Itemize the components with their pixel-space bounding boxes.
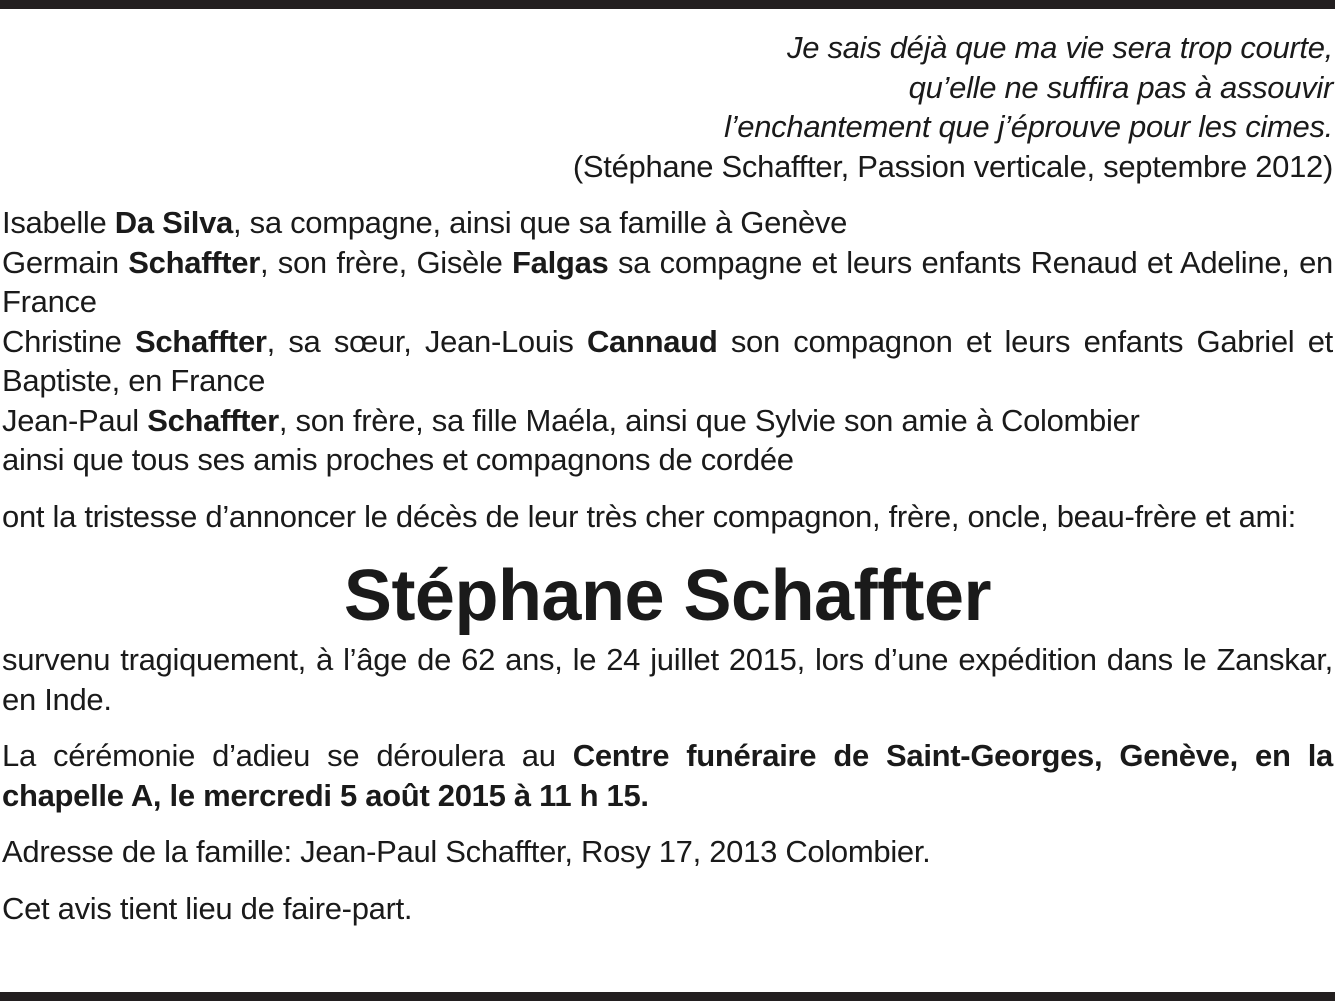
- family-entry-text: Isabelle: [2, 205, 115, 240]
- family-entry: [2, 440, 1333, 480]
- quote-line: l’enchantement que j’éprouve pour les cimes.: [724, 109, 1333, 144]
- family-entry: [2, 401, 1333, 441]
- ceremony-intro: La cérémonie d’adieu se déroulera au: [2, 738, 573, 773]
- family-entry-text: , sa compagne, ainsi que sa famille à Genève: [233, 205, 848, 240]
- ceremony-details: Centre funéraire de Saint-Georges, Genève, en la chapelle A, le mercredi 5 août 2015 à 11 h 15.: [2, 738, 1333, 813]
- family-address: Adresse de la famille: Jean-Paul Schaffter, Rosy 17, 2013 Colombier.: [2, 834, 931, 869]
- family-entry-text: , son frère, sa fille Maéla, ainsi que Sylvie son amie à Colombier: [278, 402, 1140, 438]
- family-surname: Da Silva: [114, 205, 233, 240]
- family-surname: Schaffter: [147, 402, 279, 438]
- family-entry-text: Jean-Paul: [2, 402, 148, 438]
- family-entry-text: , son frère, Gisèle: [259, 244, 513, 280]
- family-entry-text: Christine: [2, 323, 135, 359]
- quote-line: Je sais déjà que ma vie sera trop courte,: [787, 30, 1333, 65]
- family-entry-text: Germain: [2, 244, 129, 280]
- family-list: [2, 203, 1333, 480]
- quote-line: qu’elle ne suffira pas à assouvir: [908, 69, 1333, 105]
- top-rule: [0, 0, 1335, 9]
- circumstances-text: survenu tragiquement, à l’âge de 62 ans, le 24 juillet 2015, lors d’une expédition dans le Zanskar, en Inde.: [2, 642, 1333, 717]
- family-surname: Schaffter: [134, 323, 267, 359]
- notice-text: Cet avis tient lieu de faire-part.: [2, 890, 413, 926]
- bottom-rule: [0, 992, 1335, 1001]
- quote-source: (Stéphane Schaffter, Passion verticale, septembre 2012): [572, 148, 1333, 184]
- family-entry: [2, 322, 1333, 401]
- family-entry-text: ainsi que tous ses amis proches et compagnons de cordée: [2, 442, 794, 477]
- deceased-name: Stéphane Schaffter: [343, 556, 992, 636]
- family-entry-text: , sa sœur, Jean-Louis: [266, 323, 587, 359]
- family-entry: [2, 243, 1333, 322]
- announcement-text: ont la tristesse d’annoncer le décès de leur très cher compagnon, frère, oncle, beau-frère et ami:: [2, 498, 1296, 534]
- family-surname: Falgas: [512, 244, 609, 280]
- family-entry: [2, 203, 1333, 243]
- family-surname: Cannaud: [586, 323, 718, 359]
- epigraph-quote: [2, 28, 1333, 186]
- obituary-notice: [2, 28, 1333, 928]
- family-entry-text: son compagnon et leurs enfants Gabriel et Baptiste, en France: [2, 323, 1333, 398]
- family-surname: Schaffter: [128, 244, 260, 280]
- ceremony-text: [2, 736, 1333, 815]
- family-entry-text: sa compagne et leurs enfants Renaud et Adeline, en France: [2, 244, 1333, 319]
